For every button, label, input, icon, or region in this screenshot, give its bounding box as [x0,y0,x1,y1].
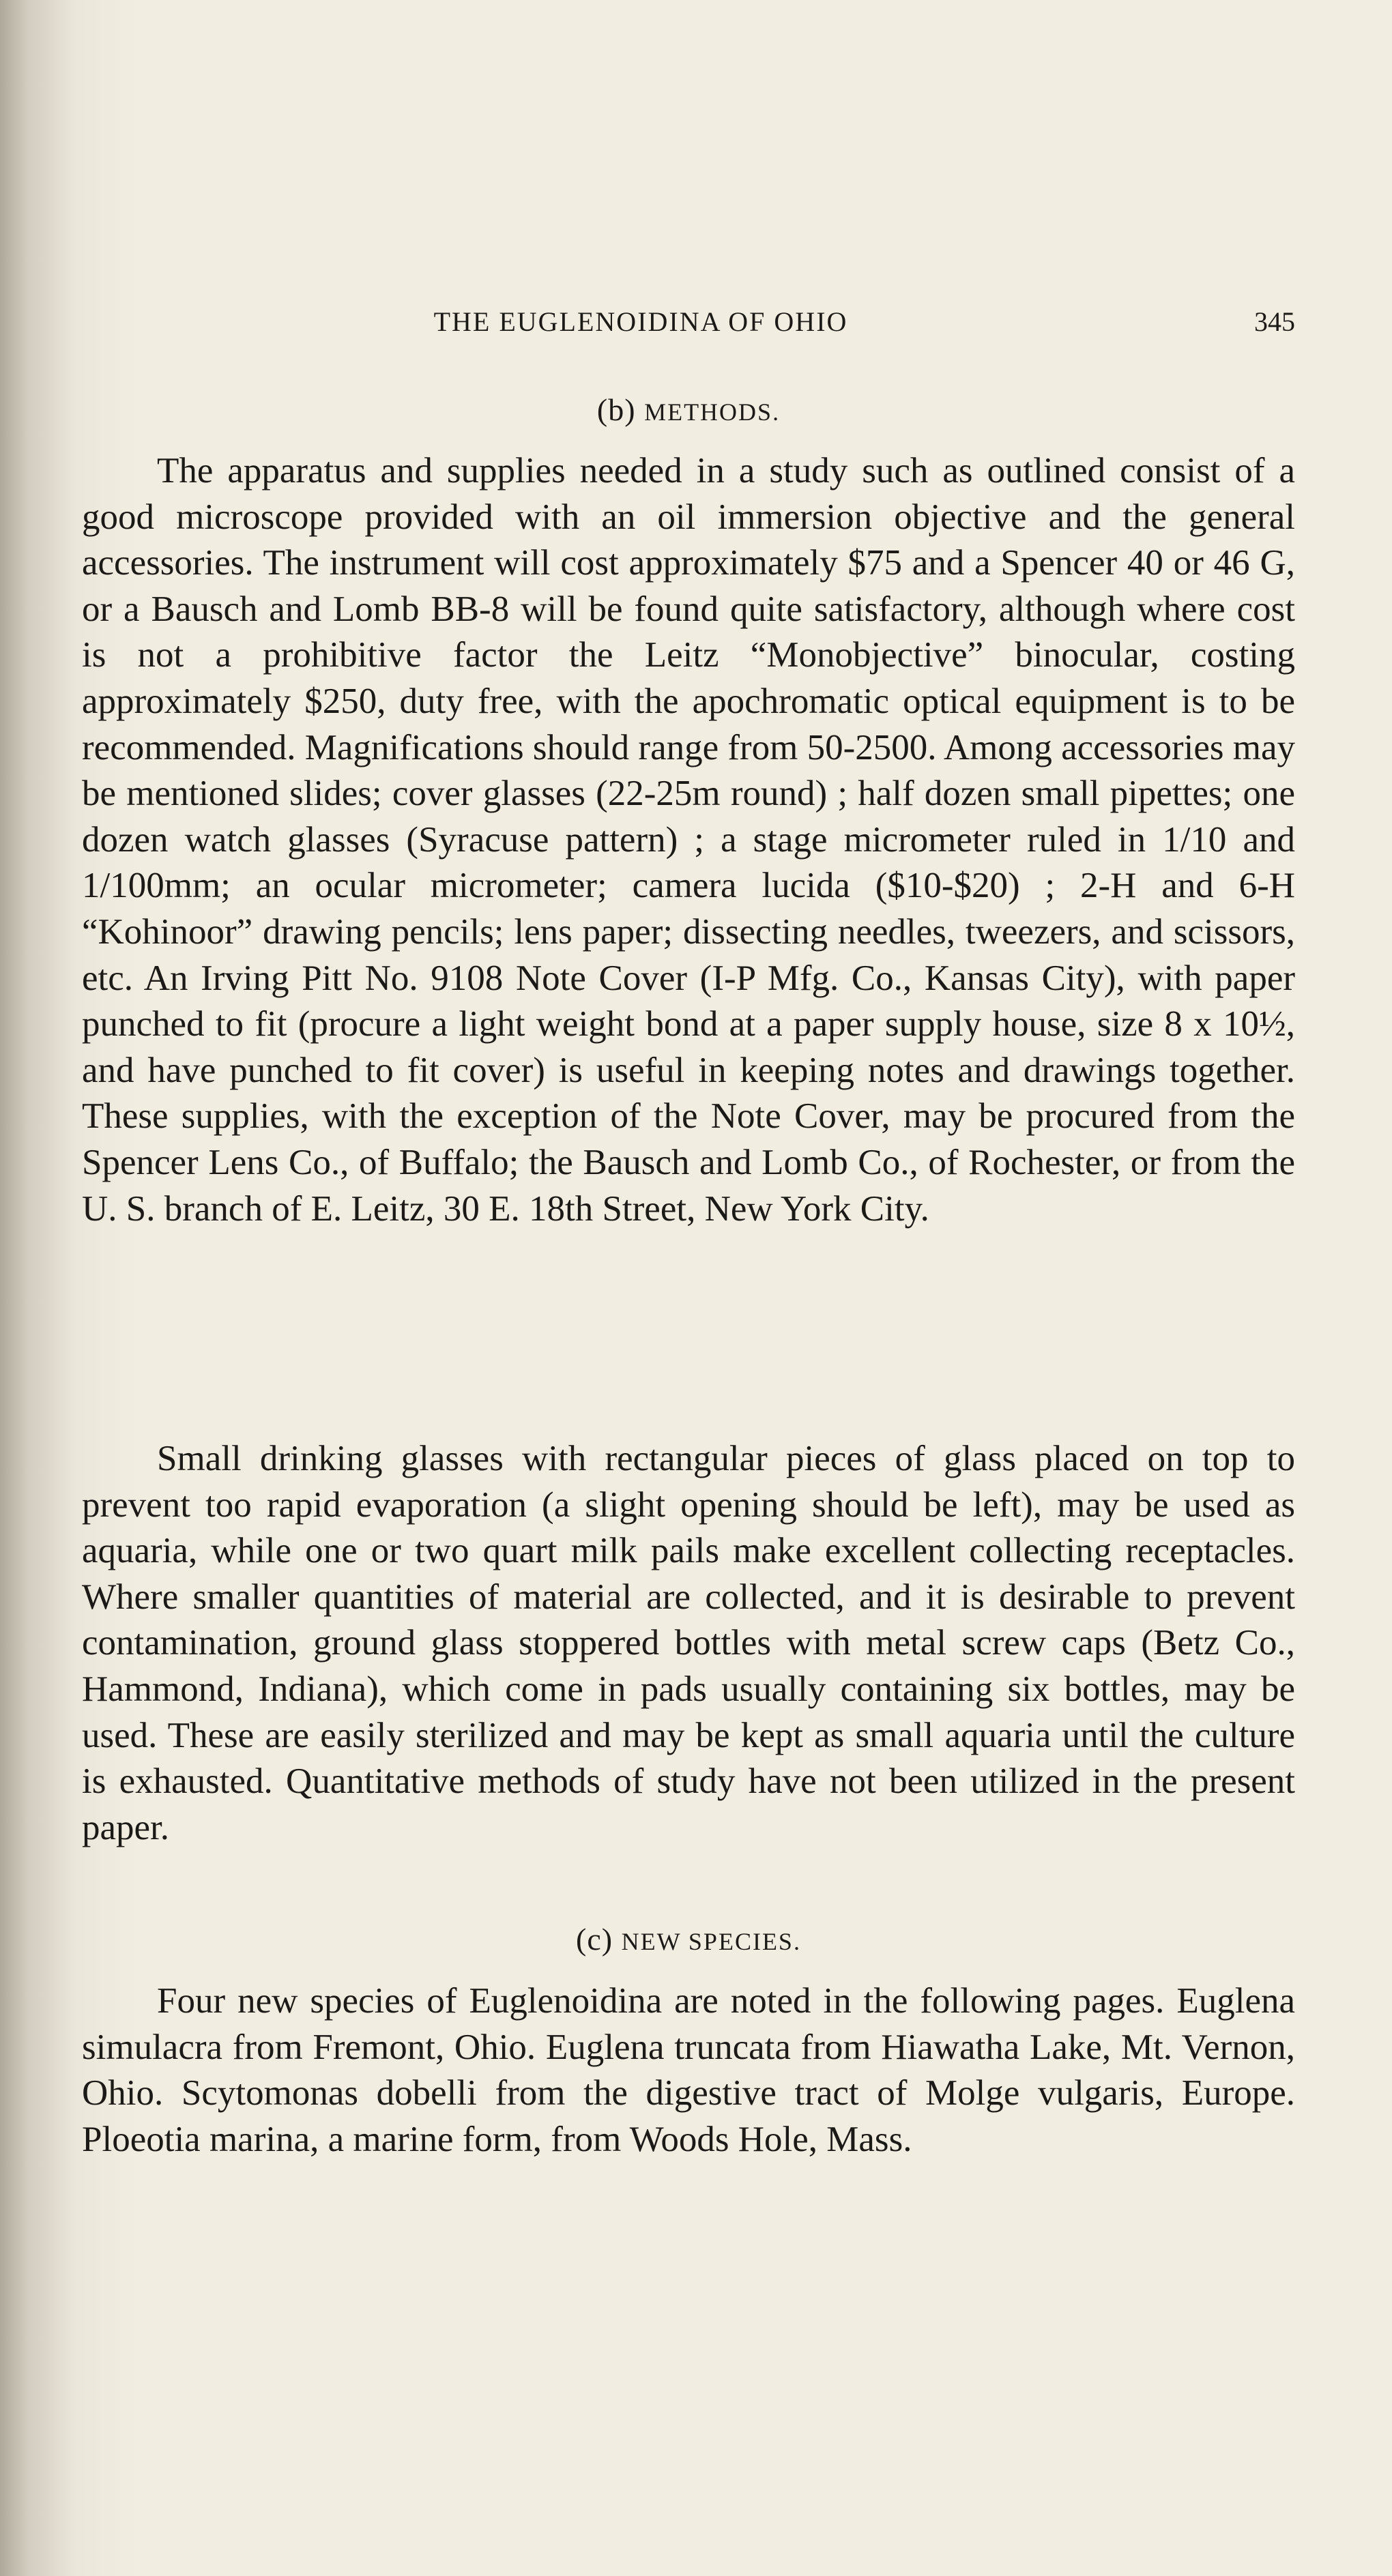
section-title: METHODS. [644,398,781,426]
page-number: 345 [1254,306,1295,337]
section-title: NEW SPECIES. [621,1928,801,1955]
section-label: (b) [596,392,636,427]
paragraph-text: Four new species of Euglenoidina are noted in the following pages. Euglena simulacra from Fremont, Ohio. Euglena truncata from Hiawatha Lake, Mt. Vernon, Ohio. Scytomonas dobelli from the digestive tract of Molge vulgaris, Europe. Ploeotia marina, a marine form, from Woods Hole, Mass. [82,1981,1295,2159]
running-title: THE EUGLENOIDINA OF OHIO [433,306,848,337]
paragraph-text: Small drinking glasses with rectangular pieces of glass placed on top to prevent too rapid evaporation (a slight opening should be left), may be used as aquaria, while one or two quart milk pails make excellent collecting receptacles. Where smaller quantities of material are collected, and it is desirable to prevent contamination, ground glass stoppered bottles with metal screw caps (Betz Co., Hammond, Indiana), which come in pads usually containing six bottles, may be used. These are easily sterilized and may be kept as small aquaria until the culture is exhausted. Quantitative methods of study have not been utilized in the present paper. [82,1439,1295,1847]
methods-paragraph-1 [82,448,1295,1232]
methods-paragraph-2 [82,1436,1295,1851]
section-heading-methods [82,392,1295,428]
section-label: (c) [576,1922,613,1957]
section-heading-new-species [82,1921,1295,1957]
paragraph-text: The apparatus and supplies needed in a study such as outlined consist of a good microscope provided with an oil immersion objective and the general accessories. The instrument will cost approximately $75 and a Spencer 40 or 46 G, or a Bausch and Lomb BB-8 will be found quite satisfactory, although where cost is not a prohibitive factor the Leitz “Monobjective” binocular, costing approximately $250, duty free, with the apochromatic optical equipment is to be recommended. Magnifications should range from 50-2500. Among accessories may be mentioned slides; cover glasses (22-25m round) ; half dozen small pipettes; one dozen watch glasses (Syracuse pattern) ; a stage micrometer ruled in 1/10 and 1/100mm; an ocular micrometer; camera lucida ($10-$20) ; 2-H and 6-H “Kohinoor” drawing pencils; lens paper; dissecting needles, tweezers, and scissors, etc. An Irving Pitt No. 9108 Note Cover (I-P Mfg. Co., Kansas City), with paper punched to fit (procure a light weight bond at a paper supply house, size 8 x 10½, and have punched to fit cover) is useful in keeping notes and drawings together. These supplies, with the exception of the Note Cover, may be procured from the Spencer Lens Co., of Buffalo; the Bausch and Lomb Co., of Rochester, or from the U. S. branch of E. Leitz, 30 E. 18th Street, New York City. [82,451,1295,1229]
new-species-paragraph [82,1978,1295,2163]
running-header [82,306,1295,347]
